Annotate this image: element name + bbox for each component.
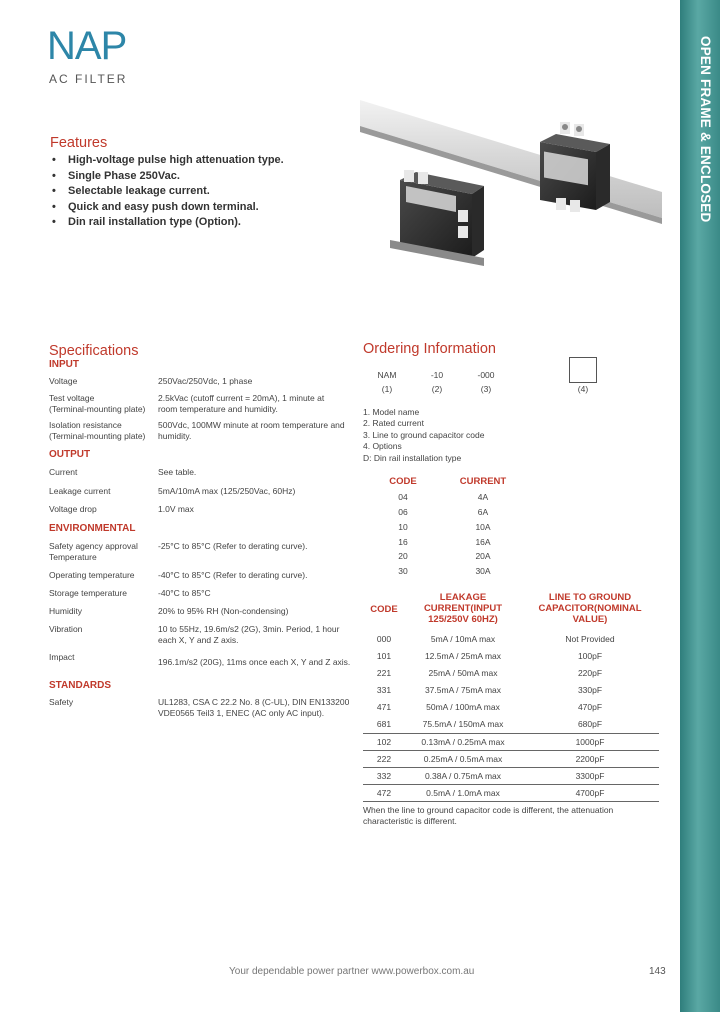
- order-number: (3): [480, 384, 492, 394]
- cap-table-code: 331: [376, 685, 392, 695]
- current-table-current: 6A: [477, 507, 489, 517]
- spec-value: See table.: [158, 467, 197, 477]
- order-legend-item: 2. Rated current: [363, 418, 424, 428]
- cap-table-code: 681: [376, 719, 392, 729]
- features-list: [50, 153, 284, 231]
- spec-value: 2.5kVac (cutoff current = 20mA), 1 minute at: [158, 393, 325, 403]
- current-table-code: 20: [398, 551, 408, 561]
- spec-label: Leakage current: [49, 486, 111, 496]
- cap-table-capacitance: Not Provided: [565, 634, 615, 644]
- cap-table-header-capacitor-3: VALUE): [572, 614, 608, 625]
- current-table-code: 30: [398, 566, 408, 576]
- current-table-current: 4A: [477, 492, 489, 502]
- order-number: (2): [431, 384, 443, 394]
- cap-table-capacitance: 1000pF: [575, 737, 605, 747]
- cap-table-capacitance: 4700pF: [575, 788, 605, 798]
- spec-label: Operating temperature: [49, 570, 135, 580]
- spec-value: -40°C to 85°C (Refer to derating curve).: [158, 570, 308, 580]
- cap-table-capacitance: 220pF: [577, 668, 603, 678]
- current-table-code: 06: [398, 507, 408, 517]
- feature-item: • Din rail installation type (Option).: [52, 216, 241, 228]
- feature-item: • Single Phase 250Vac.: [52, 169, 180, 182]
- spec-value: humidity.: [158, 431, 192, 441]
- cap-table-code: 101: [376, 651, 392, 661]
- page-title: NAP: [47, 24, 127, 68]
- spec-value: VDE0565 Teil3 1, ENEC (AC only AC input).: [158, 708, 325, 718]
- current-table-code: 10: [398, 522, 408, 532]
- feature-item: • Selectable leakage current.: [52, 185, 210, 197]
- cap-table-leakage: 25mA / 50mA max: [428, 668, 498, 678]
- spec-label: (Terminal-mounting plate): [49, 404, 146, 414]
- cap-table-leakage: 75.5mA / 150mA max: [422, 719, 504, 729]
- spec-value: 1.0V max: [158, 504, 194, 514]
- spec-label: (Terminal-mounting plate): [49, 431, 146, 441]
- spec-label: Current: [49, 467, 78, 477]
- cap-table-header-code: CODE: [370, 604, 398, 615]
- spec-label: Safety: [49, 697, 74, 707]
- spec-section-standards: STANDARDS: [49, 680, 112, 691]
- cap-table-leakage: 37.5mA / 75mA max: [424, 685, 502, 695]
- cap-table-note: When the line to ground capacitor code is different, the attenuation: [363, 805, 614, 815]
- spec-value: 250Vac/250Vdc, 1 phase: [158, 376, 253, 386]
- cap-table-capacitance: 680pF: [577, 719, 603, 729]
- spec-value: 5mA/10mA max (125/250Vac, 60Hz): [158, 486, 296, 496]
- spec-value: UL1283, CSA C 22.2 No. 8 (C-UL), DIN EN133200: [158, 697, 350, 707]
- current-table-current: 20A: [475, 551, 491, 561]
- spec-label: Voltage drop: [49, 504, 97, 514]
- cap-table-note: characteristic is different.: [363, 816, 457, 826]
- feature-item: • High-voltage pulse high attenuation type.: [52, 154, 284, 166]
- spec-value: 20% to 95% RH (Non-condensing): [158, 606, 289, 616]
- spec-value: 196.1m/s2 (20G), 11ms once each X, Y and Z axis.: [158, 657, 351, 667]
- cap-table-header-leakage-1: LEAKAGE: [439, 592, 487, 603]
- cap-table-header-capacitor-1: LINE TO GROUND: [548, 592, 632, 603]
- cap-table-code: 000: [376, 634, 392, 644]
- cap-table-leakage: 0.25mA / 0.5mA max: [423, 754, 503, 764]
- cap-table-header-leakage-3: 125/250V 60HZ): [428, 614, 498, 625]
- cap-table-capacitance: 470pF: [577, 702, 603, 712]
- current-table-current: 30A: [475, 566, 491, 576]
- cap-table-leakage: 0.13mA / 0.25mA max: [421, 737, 505, 747]
- product-photo: [360, 100, 662, 268]
- feature-item: • Quick and easy push down terminal.: [52, 200, 259, 213]
- section-side-tab: [680, 0, 720, 1012]
- page-number: 143: [649, 966, 666, 977]
- cap-table-leakage: 5mA / 10mA max: [430, 634, 496, 644]
- cap-table-header-capacitor-2: CAPACITOR(NOMINAL: [538, 603, 642, 614]
- spec-value: -40°C to 85°C: [158, 588, 211, 598]
- current-table-header-code: CODE: [389, 476, 417, 487]
- cap-table-capacitance: 2200pF: [575, 754, 605, 764]
- cap-table-code: 471: [376, 702, 392, 712]
- spec-section-environmental: ENVIRONMENTAL: [49, 523, 136, 534]
- order-legend-item: 4. Options: [363, 441, 402, 451]
- table-divider: [363, 733, 659, 734]
- spec-value: 10 to 55Hz, 19.6m/s2 (2G), 3min. Period, 1 hour: [158, 624, 340, 634]
- cap-table-leakage: 0.5mA / 1.0mA max: [426, 788, 500, 798]
- spec-value: room temperature and humidity.: [158, 404, 278, 414]
- spec-label: Impact: [49, 652, 75, 662]
- side-tab-label: OPEN FRAME & ENCLOSED: [698, 36, 713, 223]
- order-legend-item: 3. Line to ground capacitor code: [363, 430, 485, 440]
- order-option-box: [569, 357, 597, 383]
- cap-table-leakage: 0.38A / 0.75mA max: [424, 771, 502, 781]
- current-table-current: 16A: [475, 537, 491, 547]
- spec-label: Humidity: [49, 606, 83, 616]
- specifications-heading: Specifications: [49, 343, 139, 359]
- table-divider: [363, 750, 659, 751]
- spec-section-input: INPUT: [49, 359, 79, 370]
- spec-label: Vibration: [49, 624, 83, 634]
- order-code-model: NAM: [377, 370, 397, 380]
- page-subtitle: AC FILTER: [49, 72, 128, 86]
- table-divider: [363, 767, 659, 768]
- filter-unit-standalone: [390, 170, 484, 266]
- spec-label: Safety agency approval: [49, 541, 138, 551]
- current-table-current: 10A: [475, 522, 491, 532]
- cap-table-capacitance: 330pF: [577, 685, 603, 695]
- spec-label: Voltage: [49, 376, 78, 386]
- current-table-code: 04: [398, 492, 408, 502]
- order-legend-item: D: Din rail installation type: [363, 453, 462, 463]
- current-table-code: 16: [398, 537, 408, 547]
- spec-label: Test voltage: [49, 393, 95, 403]
- cap-table-code: 472: [376, 788, 392, 798]
- cap-table-code: 332: [376, 771, 392, 781]
- spec-value: each X, Y and Z axis.: [158, 635, 239, 645]
- cap-table-header-leakage-2: CURRENT(INPUT: [423, 603, 503, 614]
- table-divider: [363, 784, 659, 785]
- spec-value: 500Vdc, 100MW minute at room temperature and: [158, 420, 345, 430]
- cap-table-code: 221: [376, 668, 392, 678]
- order-legend-item: 1. Model name: [363, 407, 420, 417]
- current-table-header-current: CURRENT: [459, 476, 507, 487]
- spec-label: Storage temperature: [49, 588, 127, 598]
- footer-tagline: Your dependable power partner www.powerbox.com.au: [229, 966, 475, 977]
- order-code-current: -10: [430, 370, 444, 380]
- cap-table-capacitance: 100pF: [577, 651, 603, 661]
- table-divider: [363, 801, 659, 802]
- cap-table-code: 222: [376, 754, 392, 764]
- spec-section-output: OUTPUT: [49, 449, 91, 460]
- cap-table-leakage: 50mA / 100mA max: [426, 702, 500, 712]
- spec-value: -25°C to 85°C (Refer to derating curve).: [158, 541, 308, 551]
- cap-table-leakage: 12.5mA / 25mA max: [424, 651, 502, 661]
- cap-table-capacitance: 3300pF: [575, 771, 605, 781]
- order-number: (1): [381, 384, 393, 394]
- spec-label: Isolation resistance: [49, 420, 122, 430]
- filter-unit-rail-mounted: [540, 122, 610, 212]
- features-heading: Features: [50, 135, 108, 151]
- spec-label: Temperature: [49, 552, 97, 562]
- ordering-heading: Ordering Information: [363, 341, 496, 357]
- cap-table-code: 102: [376, 737, 392, 747]
- order-number: (4): [577, 384, 589, 394]
- order-code-capacitor: -000: [477, 370, 495, 380]
